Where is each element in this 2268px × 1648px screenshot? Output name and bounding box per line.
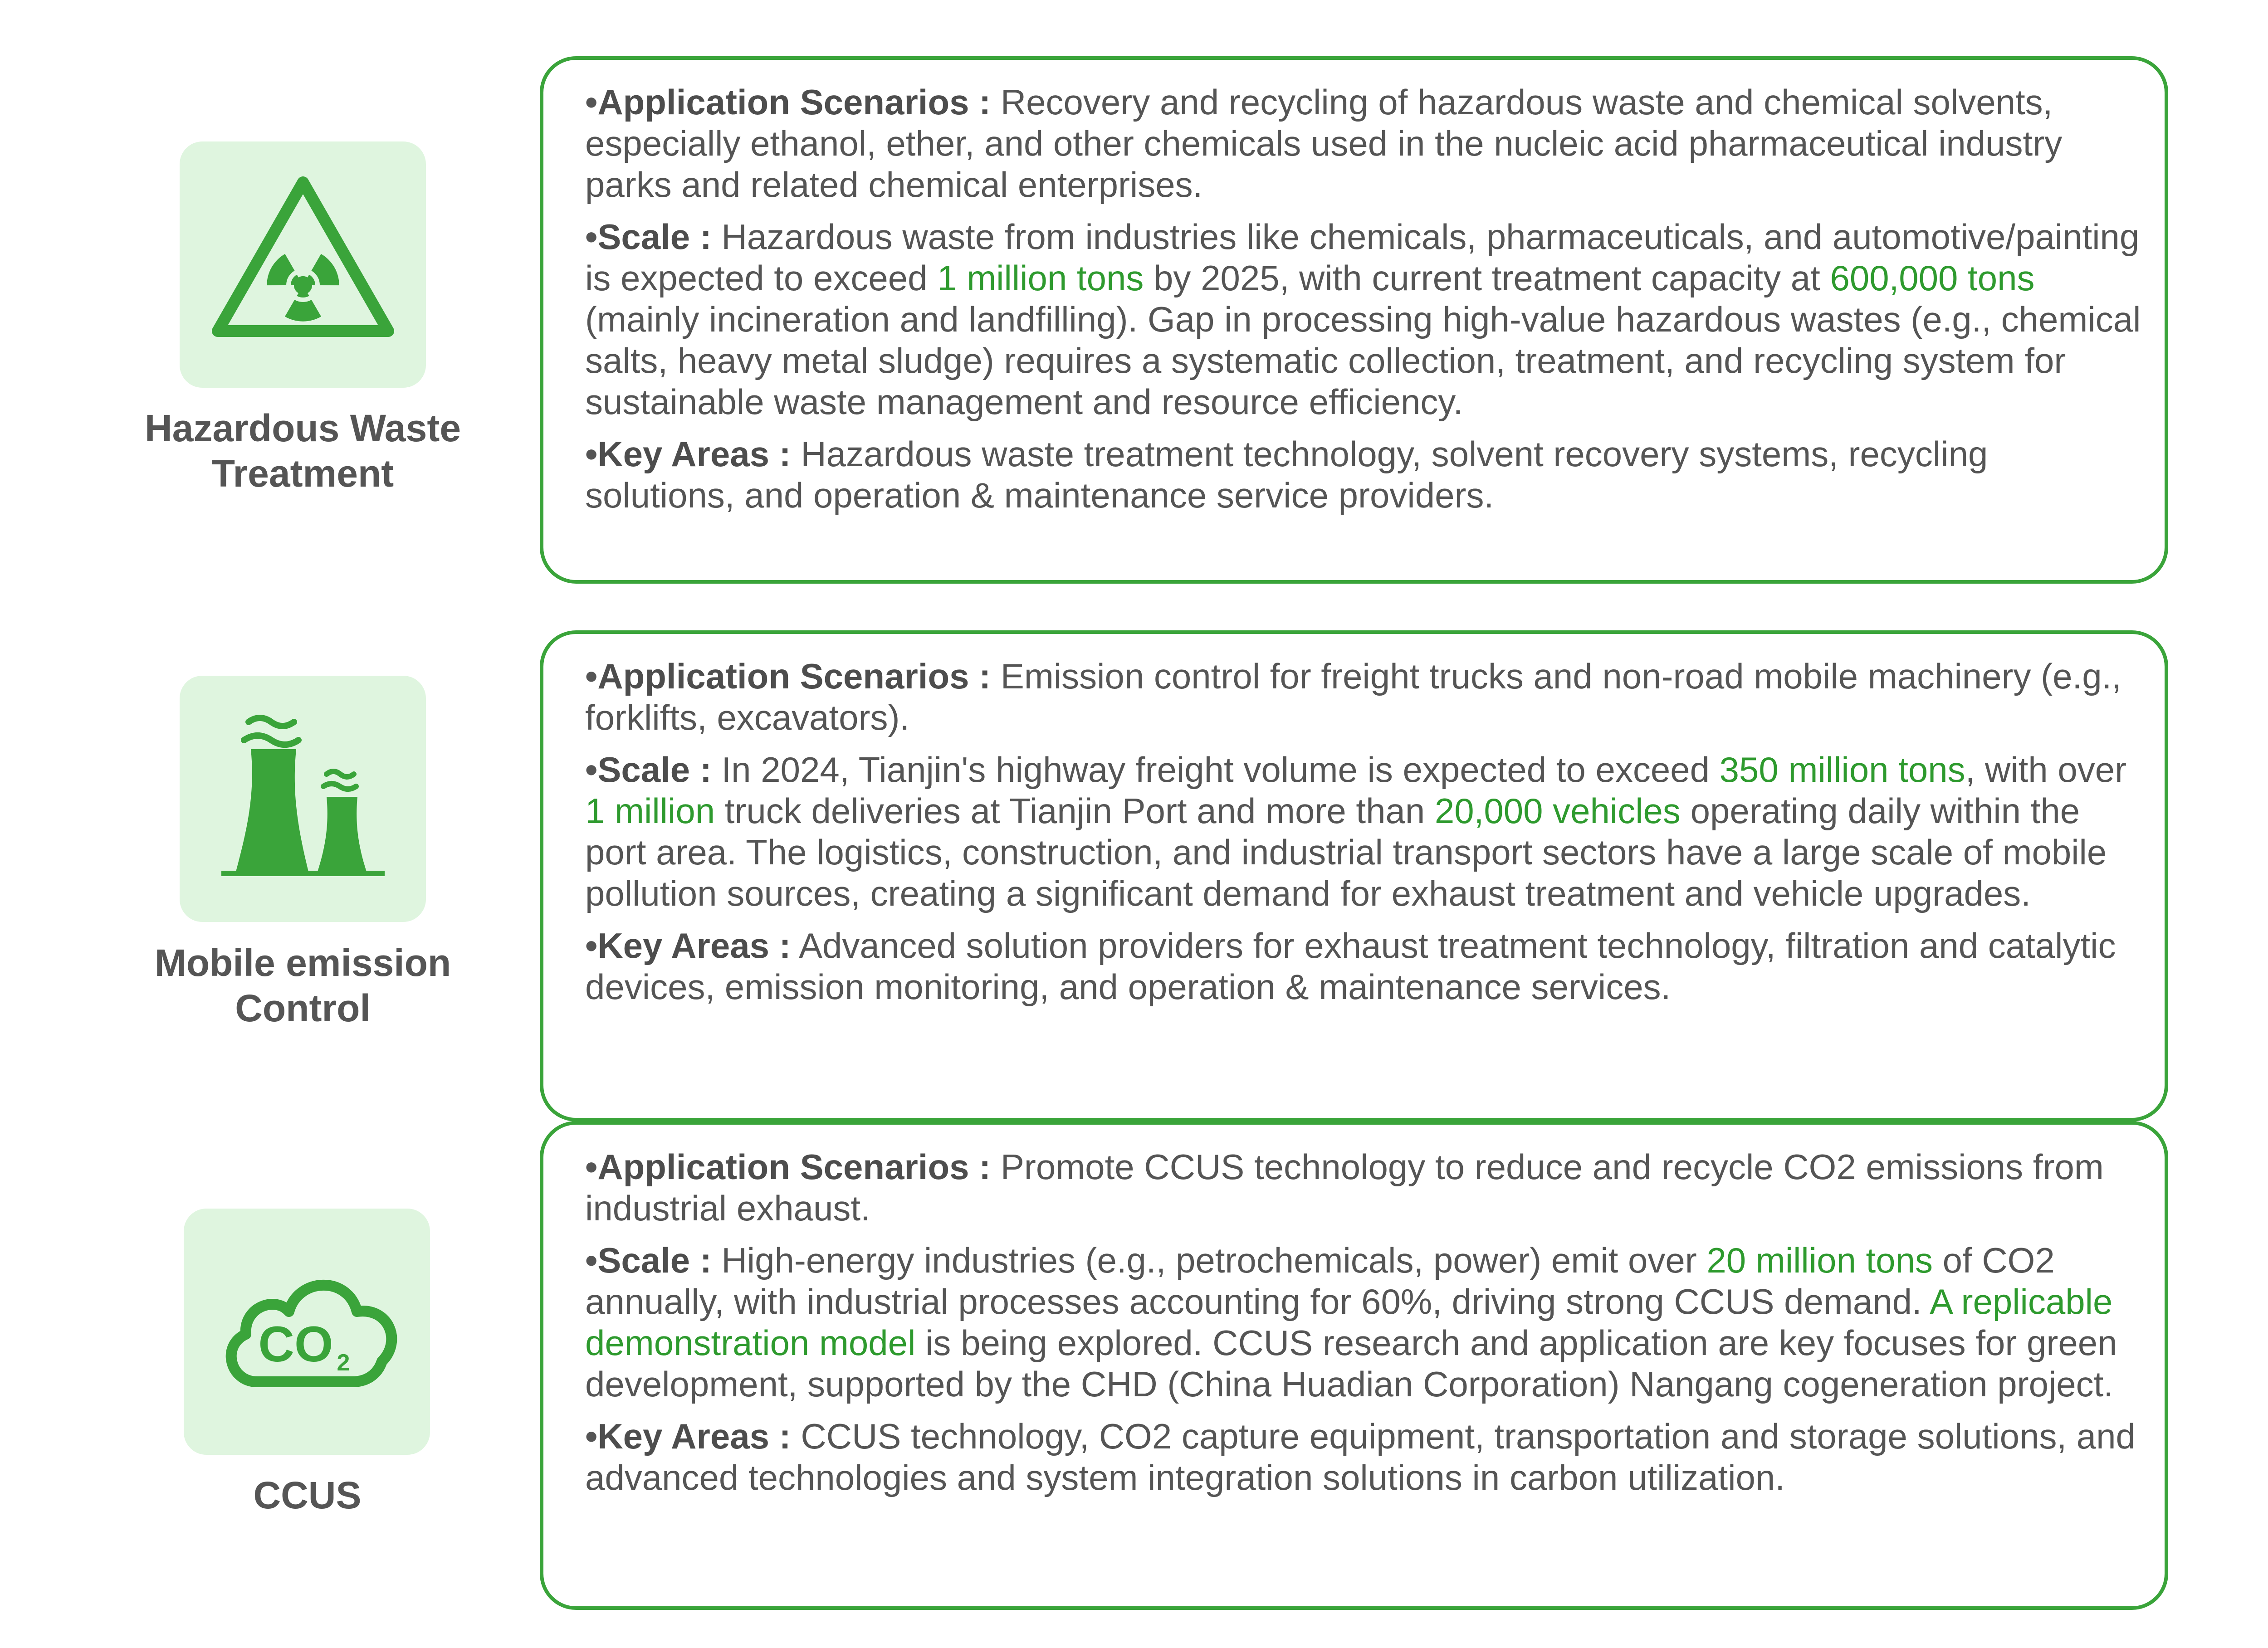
highlight-value: A replicable demonstration model xyxy=(585,1282,2113,1363)
section-title-ccus: CCUS xyxy=(253,1474,362,1516)
highlight-value: 600,000 tons xyxy=(1830,258,2035,298)
highlight-value: 350 million tons xyxy=(1719,750,1965,790)
cooling-towers-icon xyxy=(208,704,398,894)
highlight-value: 1 million xyxy=(585,791,715,831)
radioactive-hazard-icon xyxy=(208,170,398,360)
section-title-mobile-emission: Mobile emission Control xyxy=(154,941,451,1029)
application-scenarios-bullet: •Application Scenarios : Promote CCUS technology to reduce and recycle CO2 emissions from industrial exhaust. xyxy=(585,1147,2104,1228)
highlight-value: 20,000 vehicles xyxy=(1434,791,1681,831)
highlight-value: 20 million tons xyxy=(1706,1240,1933,1280)
key-areas-bullet: •Key Areas : Hazardous waste treatment technology, solvent recovery systems, recycling solutions, and operation & maintenance service providers. xyxy=(585,434,1988,515)
scale-bullet: •Scale : High-energy industries (e.g., petrochemicals, power) emit over 20 million tons of CO2 annually, with industrial processes accounting for 60%, driving strong CCUS demand. A replicable demonstration model is being explored. CCUS research and application are key focuses for green development, supported by the CHD (China Huadian Corporation) Nangang cogeneration project. xyxy=(585,1240,2117,1404)
application-scenarios-bullet: •Application Scenarios : Recovery and recycling of hazardous waste and chemical solvents, especially ethanol, ether, and other chemicals used in the nucleic acid pharmaceutical industry parks and related chemical enterprises. xyxy=(585,82,2063,205)
key-areas-bullet: •Key Areas : CCUS technology, CO2 capture equipment, transportation and storage solutions, and advanced technologies and system integration solutions in carbon utilization. xyxy=(585,1416,2136,1497)
application-scenarios-bullet: •Application Scenarios : Emission control for freight trucks and non-road mobile machinery (e.g., forklifts, excavators). xyxy=(585,656,2121,737)
section-title-hazardous-waste: Hazardous Waste Treatment xyxy=(144,407,461,495)
svg-text:2: 2 xyxy=(337,1349,350,1376)
scale-bullet: •Scale : Hazardous waste from industries like chemicals, pharmaceuticals, and automotive/painting is expected to exceed 1 million tons by 2025, with current treatment capacity at 600,000 tons (mainly incineration and landfilling). Gap in processing high-value hazardous wastes (e.g., chemical salts, heavy metal sludge) requires a systematic collection, treatment, and recycling system for sustainable waste management and resource efficiency. xyxy=(585,217,2141,422)
ccus-icon-tile xyxy=(184,1209,430,1455)
mobile-emission-card xyxy=(540,630,2168,1121)
scale-bullet: •Scale : In 2024, Tianjin's highway freight volume is expected to exceed 350 million tons, with over 1 million truck deliveries at Tianjin Port and more than 20,000 vehicles operating daily within the port area. The logistics, construction, and industrial transport sectors have a large scale of mobile pollution sources, creating a significant demand for exhaust treatment and vehicle upgrades. xyxy=(585,750,2127,913)
co2-cloud-icon xyxy=(207,1232,407,1432)
mobile-emission-icon-tile xyxy=(180,676,426,922)
highlight-value: 1 million tons xyxy=(937,258,1144,298)
key-areas-bullet: •Key Areas : Advanced solution providers for exhaust treatment technology, filtration and catalytic devices, emission monitoring, and operation & maintenance services. xyxy=(585,926,2116,1007)
hazardous-waste-card xyxy=(540,56,2168,584)
hazardous-waste-icon-tile xyxy=(180,141,426,388)
svg-text:CO: CO xyxy=(258,1316,333,1372)
ccus-card xyxy=(540,1121,2168,1610)
